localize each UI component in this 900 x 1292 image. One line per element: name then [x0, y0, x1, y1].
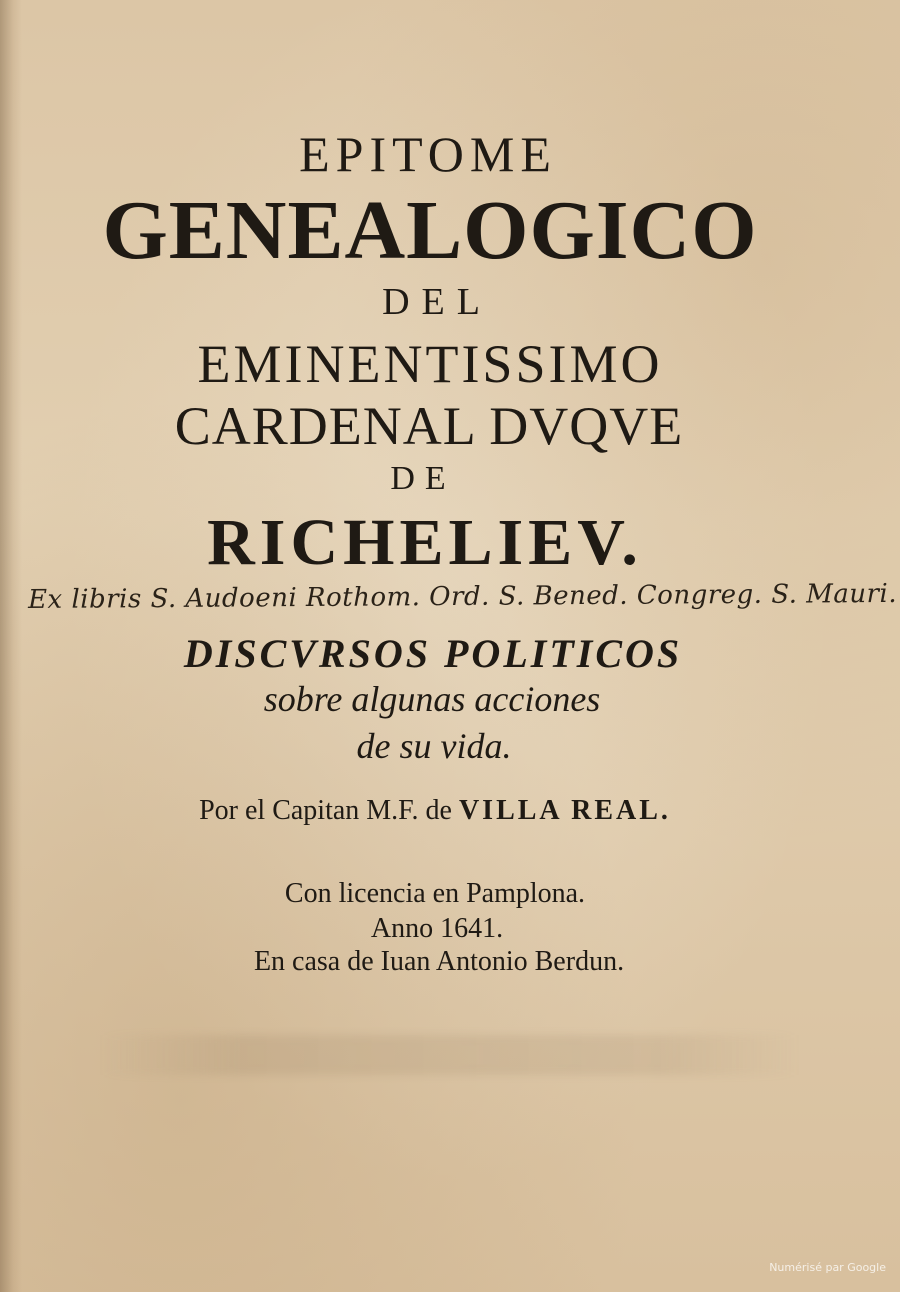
imprint-printer: En casa de Iuan Antonio Berdun.: [253, 946, 625, 977]
title-eminentissimo: EMINENTISSIMO: [197, 334, 663, 394]
handwritten-ex-libris-note: Ex libris S. Audoeni Rothom. Ord. S. Bened. Congreg. S. Mauri.: [27, 578, 898, 615]
imprint-licencia: Con licencia en Pamplona.: [284, 878, 586, 909]
title-richelieu: RICHELIEV.: [207, 506, 643, 579]
title-del: DEL: [382, 281, 492, 323]
title-de: DE: [390, 460, 456, 497]
digitization-watermark: Numérisé par Google: [769, 1261, 886, 1274]
ink-bleed-through: [100, 1035, 800, 1075]
subtitle-sobre-algunas-acciones: sobre algunas acciones: [263, 679, 601, 719]
author-prefix: Por el Capitan M.F. de: [199, 795, 459, 826]
title-cardenal-duque: CARDENAL DVQVE: [174, 396, 684, 456]
subtitle-discursos-politicos: DISCVRSOS POLITICOS: [183, 631, 683, 676]
author-line: [0, 795, 885, 827]
title-epitome: EPITOME: [299, 126, 557, 182]
author-name: VILLA REAL.: [458, 795, 671, 826]
imprint-anno: Anno 1641.: [370, 913, 504, 944]
title-genealogico: GENEALOGICO: [102, 184, 758, 277]
subtitle-de-su-vida: de su vida.: [356, 726, 512, 766]
